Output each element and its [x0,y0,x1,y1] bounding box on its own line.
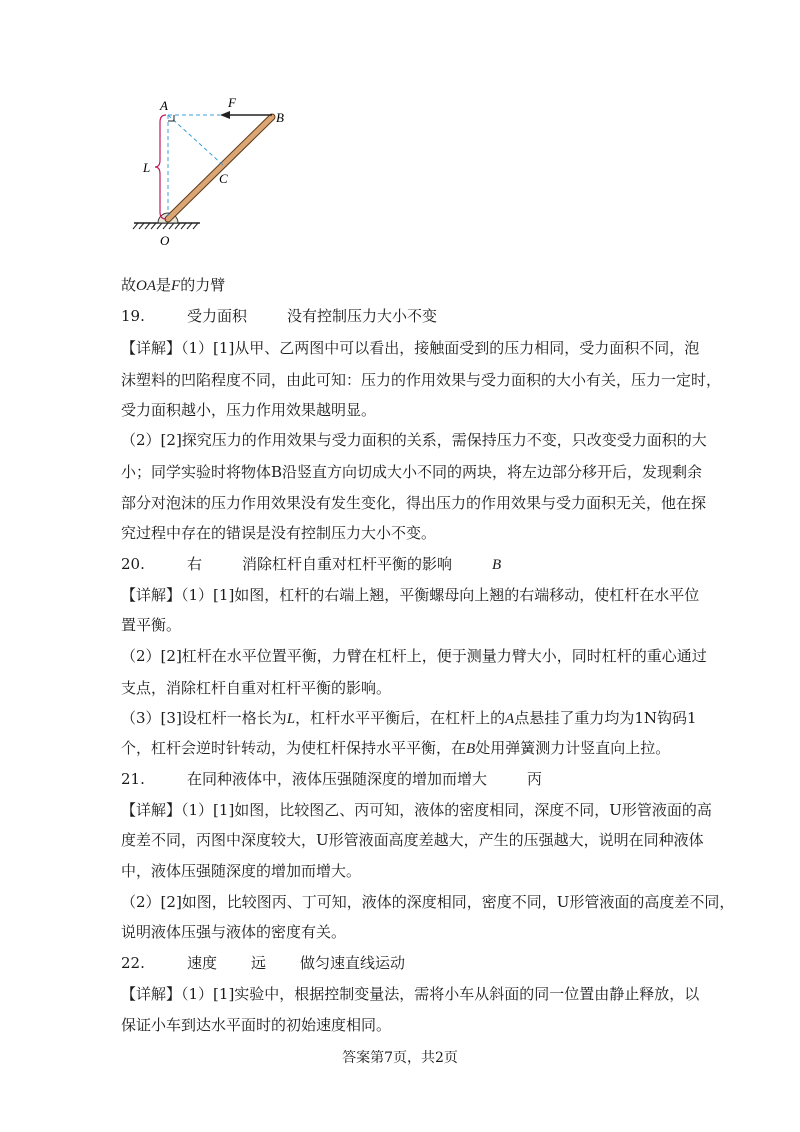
label-C: C [219,171,228,186]
page-footer: 答案第7页，共2页 [342,1050,458,1066]
detail-19-2-line-2: 小；同学实验时将物体B沿竖直方向切成大小不同的两块，将左边部分移开后，发现剩余 [121,463,703,481]
lever-rod [168,117,272,219]
answer-20: 20. 右 消除杠杆自重对杠杆平衡的影响 B [121,555,502,573]
detail-21-1-line-1: 【详解】（1）[1]如图，比较图乙、丙可知，液体的密度相同，深度不同，U形管液面的高 [121,801,712,819]
detail-21-1-line-3: 中，液体压强随深度的增加而增大。 [121,862,362,880]
lever-diagram-svg [120,88,300,253]
detail-20-3-line-1: （3）[3]设杠杆一格长为L，杠杆水平平衡后，在杠杆上的A点悬挂了重力均为1N钩码1 [121,709,697,727]
answer-19: 19. 受力面积 没有控制压力大小不变 [121,307,438,325]
detail-20-2-line-1: （2）[2]杠杆在水平位置平衡，力臂在杠杆上，便于测量力臂大小，同时杠杆的重心通过 [121,647,707,665]
detail-20-1-line-1: 【详解】（1）[1]如图，杠杆的右端上翘，平衡螺母向上翘的右端移动，使杠杆在水平位 [121,586,700,604]
answer-22: 22. 速度 远 做匀速直线运动 [121,954,406,972]
detail-20-1-line-2: 置平衡。 [121,616,182,634]
detail-19-1-line-1: 【详解】（1）[1]从甲、乙两图中可以看出，接触面受到的压力相同，受力面积不同，泡 [121,339,700,357]
answer-21: 21. 在同种液体中，液体压强随深度的增加而增大 丙 [121,770,543,788]
label-B: B [276,110,284,125]
detail-21-2-line-1: （2）[2]如图，比较图丙、丁可知，液体的深度相同，密度不同，U形管液面的高度差不同， [121,893,735,911]
ground-hatch [133,223,198,229]
detail-19-2-line-3: 部分对泡沫的压力作用效果没有发生变化，得出压力的作用效果与受力面积无关，他在探 [121,494,707,512]
detail-19-2-line-4: 究过程中存在的错误是没有控制压力大小不变。 [121,524,437,542]
brace-L [155,115,166,219]
dashed-AC [168,115,224,166]
detail-19-1-line-3: 受力面积越小，压力作用效果越明显。 [121,401,377,419]
detail-21-1-line-2: 度差不同，丙图中深度较大，U形管液面高度差越大，产生的压强越大，说明在同种液体 [121,831,704,849]
detail-19-1-line-2: 沫塑料的凹陷程度不同，由此可知：压力的作用效果与受力面积的大小有关，压力一定时， [121,371,722,389]
detail-20-2-line-2: 支点，消除杠杆自重对杠杆平衡的影响。 [121,679,392,697]
figure-caption: 故OA是F的力臂 [121,276,226,294]
lever-diagram [120,88,300,253]
label-O: O [160,233,170,248]
label-L: L [143,160,151,175]
detail-20-3-line-2: 个，杠杆会逆时针转动，为使杠杆保持水平平衡，在B处用弹簧测力计竖直向上拉。 [121,739,671,757]
label-F: F [228,95,236,110]
detail-21-2-line-2: 说明液体压强与液体的密度有关。 [121,923,347,941]
detail-22-1-line-1: 【详解】（1）[1]实验中，根据控制变量法，需将小车从斜面的同一位置由静止释放，以 [121,985,700,1003]
detail-22-1-line-2: 保证小车到达水平面时的初始速度相同。 [121,1016,392,1034]
force-arrowhead [220,111,230,119]
detail-19-2-line-1: （2）[2]探究压力的作用效果与受力面积的关系，需保持压力不变，只改变受力面积的大 [121,431,707,449]
label-A: A [160,98,168,113]
